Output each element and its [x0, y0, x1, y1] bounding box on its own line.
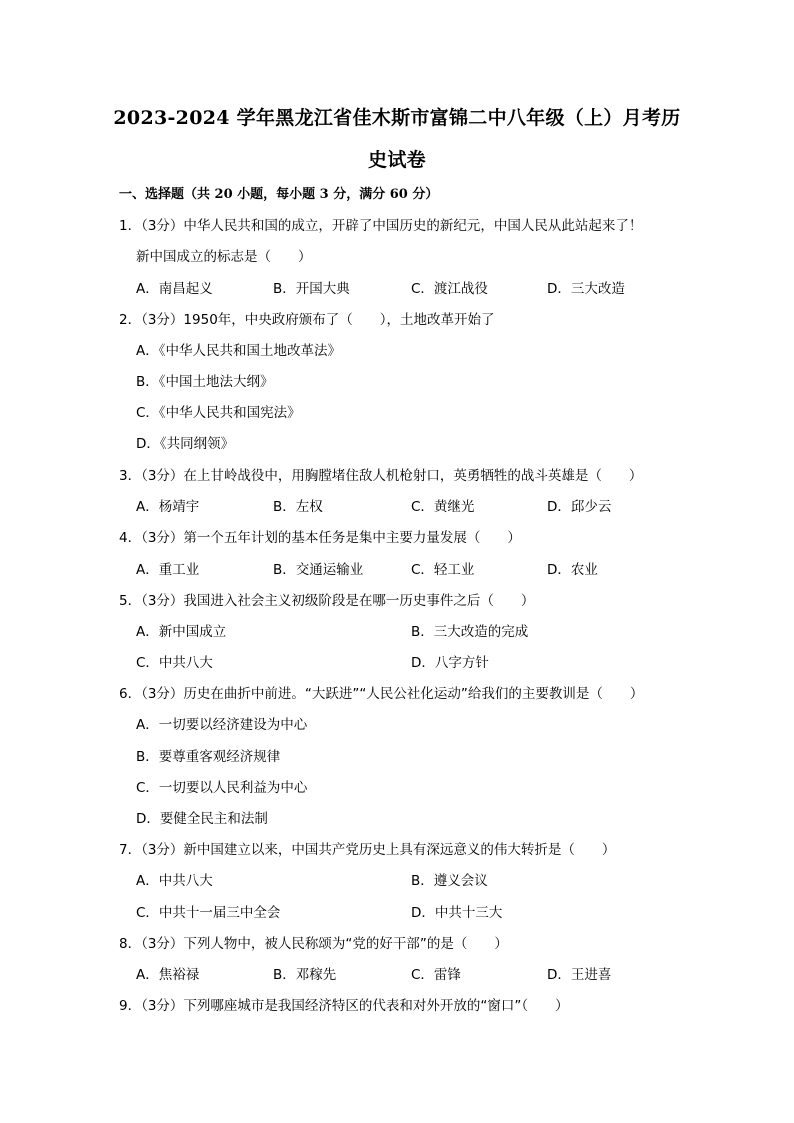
section-header: 一、选择题（共 20 小题，每小题 3 分，满分 60 分） — [119, 187, 439, 202]
exam-title-line2: 史试卷 — [368, 149, 426, 171]
exam-title-line1: 2023-2024 学年黑龙江省佳木斯市富锦二中八年级（上）月考历 — [113, 107, 681, 129]
question-3-text: 3．（3分）在上甘岭战役中，用胸膛堵住敌人机枪射口，英勇牺牲的战斗英雄是（ ） — [119, 468, 643, 484]
question-1-option-b: B．开国大典 — [273, 281, 350, 297]
question-3-option-a: A．杨靖宇 — [136, 499, 200, 515]
question-6-text: 6．（3分）历史在曲折中前进。“大跃进”“人民公社化运动”给我们的主要教训是（ ） — [119, 686, 644, 702]
question-2-option-a: A．《中华人民共和国土地改革法》 — [136, 343, 341, 359]
question-3-option-d: D．邱少云 — [547, 499, 612, 515]
question-4-text: 4．（3分）第一个五年计划的基本任务是集中主要力量发展（ ） — [119, 530, 521, 546]
question-1-text: 1．（3分）中华人民共和国的成立，开辟了中国历史的新纪元，中国人民从此站起来了！ — [119, 218, 643, 234]
question-6-option-d: D．要健全民主和法制 — [136, 811, 268, 827]
question-7-option-a: A．中共八大 — [136, 873, 213, 889]
question-8-option-a: A．焦裕禄 — [136, 967, 200, 983]
question-8-option-c: C．雷锋 — [411, 967, 461, 983]
question-6-option-b: B．要尊重客观经济规律 — [136, 749, 281, 765]
question-1-option-a: A．南昌起义 — [136, 281, 213, 297]
question-7-option-b: B．遵义会议 — [411, 873, 488, 889]
question-3-option-c: C．黄继光 — [411, 499, 475, 515]
question-2-option-d: D．《共同纲领》 — [136, 436, 235, 452]
question-1-option-c: C．渡江战役 — [411, 281, 488, 297]
question-2-option-b: B．《中国土地法大纲》 — [136, 374, 274, 390]
question-9-text: 9．（3分）下列哪座城市是我国经济特区的代表和对外开放的“窗口”（ ） — [119, 998, 569, 1014]
question-5-option-c: C．中共八大 — [136, 655, 213, 671]
question-7-text: 7．（3分）新中国建立以来，中国共产党历史上具有深远意义的伟大转折是（ ） — [119, 842, 616, 858]
question-6-option-a: A．一切要以经济建设为中心 — [136, 717, 308, 733]
question-7-option-d: D．中共十三大 — [411, 905, 503, 921]
question-3-option-b: B．左权 — [273, 499, 323, 515]
question-4-option-d: D．农业 — [547, 562, 598, 578]
question-8-option-d: D．王进喜 — [547, 967, 612, 983]
question-5-option-a: A．新中国成立 — [136, 624, 227, 640]
question-6-option-c: C．一切要以人民利益为中心 — [136, 780, 308, 796]
question-4-option-b: B．交通运输业 — [273, 562, 364, 578]
question-2-text: 2．（3分）1950年，中央政府颁布了（ ），土地改革开始了 — [119, 312, 495, 328]
question-1-text-continued: 新中国成立的标志是（ ） — [136, 249, 312, 265]
question-5-text: 5．（3分）我国进入社会主义初级阶段是在哪一历史事件之后（ ） — [119, 593, 535, 609]
question-8-text: 8．（3分）下列人物中，被人民称颂为“党的好干部”的是（ ） — [119, 936, 508, 952]
question-5-option-b: B．三大改造的完成 — [411, 624, 529, 640]
question-7-option-c: C．中共十一届三中全会 — [136, 905, 281, 921]
question-5-option-d: D．八字方针 — [411, 655, 489, 671]
question-2-option-c: C．《中华人民共和国宪法》 — [136, 405, 301, 421]
question-1-option-d: D．三大改造 — [547, 281, 625, 297]
question-4-option-a: A．重工业 — [136, 562, 200, 578]
question-4-option-c: C．轻工业 — [411, 562, 475, 578]
question-8-option-b: B．邓稼先 — [273, 967, 337, 983]
